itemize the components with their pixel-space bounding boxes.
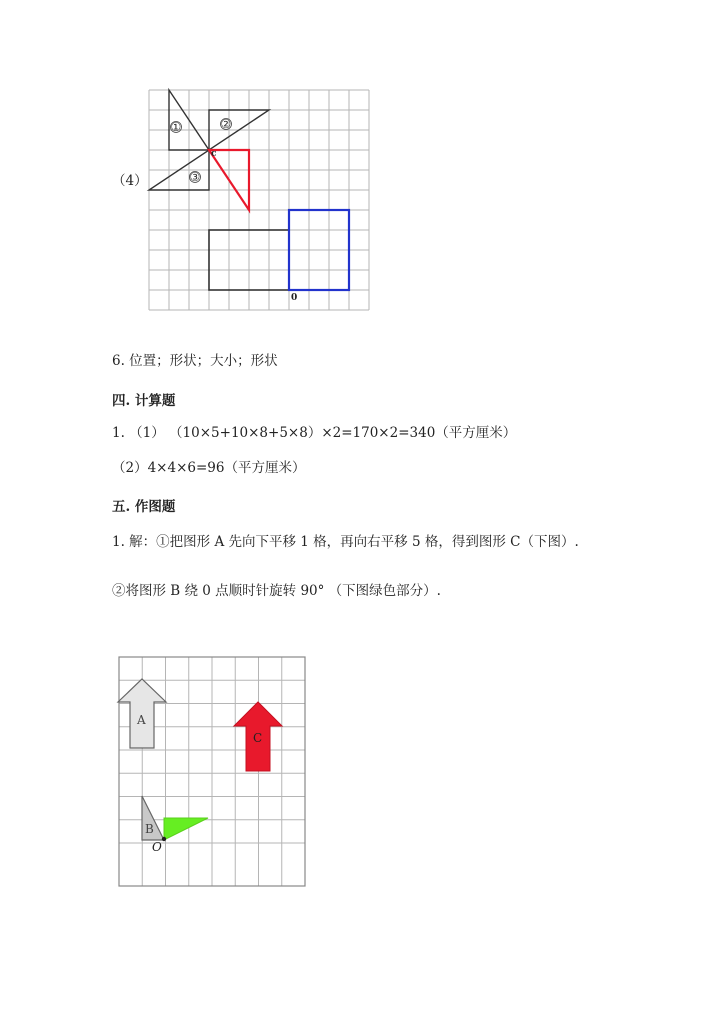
label-o: O [152,840,162,854]
translation-grid-figure [110,650,310,890]
point-o-dot [162,837,166,841]
grid-lines [149,90,369,310]
calc-answer-2: （2）4×4×6=96（平方厘米） [112,460,306,476]
part-label-4: （4） [112,173,148,189]
rotation-grid-figure [140,80,380,320]
rotated-green-triangle [164,818,208,840]
answer-6: 6. 位置；形状；大小；形状 [112,353,278,369]
drawing-answer-1: 1. 解：①把图形 A 先向下平移 1 格，再向右平移 5 格，得到图形 C（下图）. [112,534,579,550]
point-o-label: 0 [291,293,298,303]
shape-label-2: ② [220,117,232,131]
point-c-label: c [211,149,217,159]
label-c: C [253,731,263,745]
section-4-heading: 四. 计算题 [112,393,176,409]
calc-answer-1: 1. （1） （10×5+10×8+5×8）×2=170×2=340（平方厘米） [112,425,517,441]
label-a: A [137,713,146,727]
label-b: B [145,822,154,836]
section-5-heading: 五. 作图题 [112,499,176,515]
drawing-answer-2: ②将图形 B 绕 0 点顺时针旋转 90° （下图绿色部分）. [112,583,441,599]
shape-label-3: ③ [189,170,201,184]
shape-label-1: ① [170,120,182,134]
